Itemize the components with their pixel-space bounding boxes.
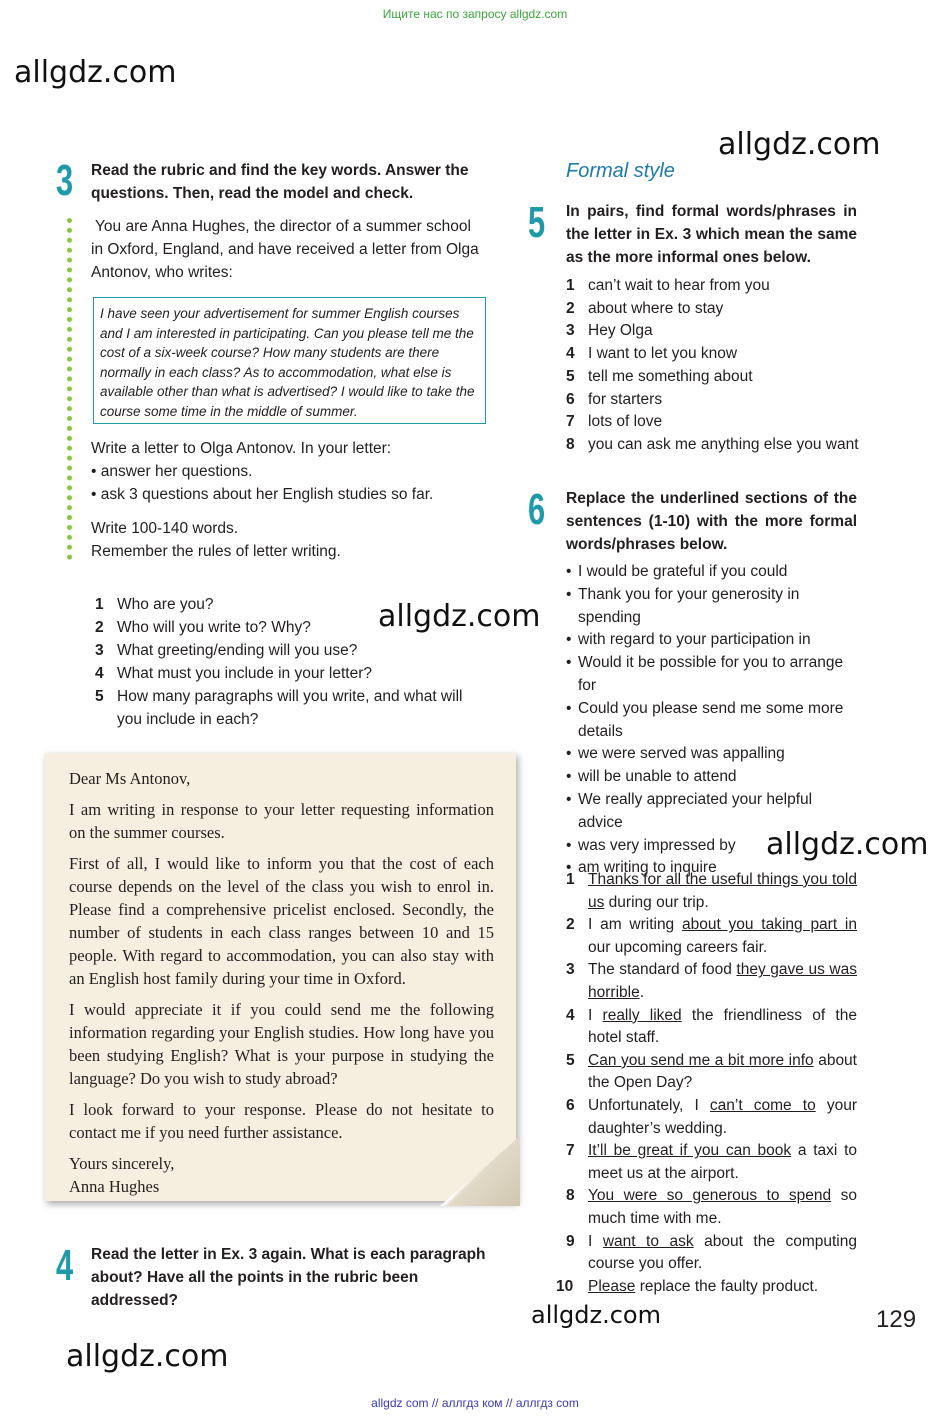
- watermark: allgdz.com: [766, 827, 929, 862]
- watermark: allgdz.com: [14, 55, 177, 90]
- rubric-task-line: • answer her questions.: [91, 463, 253, 480]
- list-item: • Could you please send me some more details: [566, 698, 856, 744]
- exercise-5-instruction: In pairs, find formal words/phrases in the letter in Ex. 3 which mean the same as the more informal ones below.: [566, 203, 857, 266]
- list-item: • I would be grateful if you could: [566, 561, 856, 584]
- top-search-note: Ищите нас по запросу allgdz.com: [382, 7, 568, 21]
- letter-paragraph: First of all, I would like to inform you that the cost of each course depends on the level of the class you wish to enrol in. Please find a comprehensive pricelist enclosed. Secondly, the number of students in each class ranges between 10 and 15 people. With regard to accommodation, you can also stay with an English host family during your time in Oxford.: [69, 854, 494, 988]
- watermark: allgdz.com: [66, 1339, 229, 1374]
- list-item: • am writing to inquire: [566, 857, 856, 880]
- list-item: 3 The standard of food they gave us was horrible.: [566, 961, 857, 1001]
- letter-signature: Anna Hughes: [69, 1177, 160, 1196]
- page-number: 129: [876, 1306, 917, 1333]
- list-item: 2 about where to stay: [566, 299, 724, 317]
- list-item: 9 I want to ask about the computing course you offer.: [566, 1232, 857, 1273]
- letter-paragraph: I am writing in response to your letter requesting information on the summer courses.: [69, 800, 494, 842]
- list-item: 2 I am writing about you taking part in our upcoming careers fair.: [566, 916, 857, 956]
- list-item: 1 Who are you?: [95, 596, 214, 613]
- exercise-6-instruction: Replace the underlined sections of the sentences (1-10) with the more formal words/phrases below.: [566, 490, 857, 553]
- exercise-6-phrase-list: [566, 561, 856, 880]
- bottom-site-note: allgdz com // аллгдз ком // аллгдз com: [371, 1396, 579, 1410]
- list-item: 3 Hey Olga: [566, 322, 653, 340]
- model-letter: [45, 753, 516, 1201]
- list-item: 4 I really liked the friendliness of the hotel staff.: [566, 1006, 857, 1047]
- formal-style-heading: Formal style: [566, 160, 675, 182]
- watermark: allgdz.com: [378, 599, 541, 634]
- list-item: 1 Thanks for all the useful things you told us during our trip.: [566, 871, 857, 911]
- exercise-6-number: 6: [528, 485, 546, 534]
- list-item: • Thank you for your generosity in spending: [566, 584, 856, 630]
- exercise-4-instruction: Read the letter in Ex. 3 again. What is each paragraph about? Have all the points in the rubric been addressed?: [91, 1246, 486, 1309]
- rubric-quote-box: [93, 297, 486, 424]
- rubric-task-line: Write a letter to Olga Antonov. In your letter:: [91, 440, 392, 457]
- list-item: 6 Unfortunately, I can’t come to your daughter’s wedding.: [566, 1096, 858, 1137]
- list-item: 5 Can you send me a bit more info about the Open Day?: [566, 1051, 857, 1092]
- exercise-5-list: [566, 275, 861, 457]
- watermark: allgdz.com: [718, 127, 881, 162]
- exercise-6-sentences: [556, 869, 858, 1298]
- rubric-word-count: [91, 517, 485, 563]
- exercise-3-instruction: Read the rubric and find the key words. Answer the questions. Then, read the model and check.: [91, 162, 469, 202]
- list-item: 4 What must you include in your letter?: [95, 665, 373, 682]
- exercise-3-number: 3: [56, 156, 74, 205]
- list-item: • We really appreciated your helpful advice: [566, 789, 856, 835]
- rubric-word-line: Remember the rules of letter writing.: [91, 543, 341, 560]
- list-item: • with regard to your participation in: [566, 629, 856, 652]
- exercise-3-questions: [95, 593, 490, 731]
- list-item: 8 You were so generous to spend so much time with me.: [566, 1187, 857, 1227]
- list-item: 4 I want to let you know: [566, 345, 738, 363]
- rubric-task: [91, 437, 485, 506]
- list-item: 7 lots of love: [566, 413, 663, 431]
- rubric-dotted-rule: [67, 218, 72, 560]
- rubric-task-line: • ask 3 questions about her English studies so far.: [91, 486, 434, 503]
- list-item: • Would it be possible for you to arrange for: [566, 652, 856, 698]
- list-item: 6 for starters: [566, 390, 663, 408]
- rubric-quote-text: I have seen your advertisement for summer English courses and I am interested in participating. Can you please tell me the cost of a six-week course? How many students are there normally in each class? As to accommodation, what else is available other than what is advertised? I would like to take the course some time in the middle of summer.: [100, 306, 475, 419]
- letter-greeting: Dear Ms Antonov,: [69, 769, 191, 788]
- list-item: 2 Who will you write to? Why?: [95, 619, 311, 636]
- list-item: • we were served was appalling: [566, 743, 856, 766]
- list-item: 3 What greeting/ending will you use?: [95, 642, 358, 659]
- list-item: 8 you can ask me anything else you want: [566, 435, 859, 453]
- list-item: 7 It’ll be great if you can book a taxi to meet us at the airport.: [566, 1142, 857, 1182]
- list-item: • was very impressed by: [566, 835, 856, 858]
- list-item: 1 can’t wait to hear from you: [566, 277, 770, 294]
- letter-paragraph: I would appreciate it if you could send me the following information regarding your English studies. How long have you been studying English? What is your purpose in studying the language? Do you wish to study abroad?: [69, 1000, 494, 1088]
- list-item: 5 tell me something about: [566, 367, 753, 385]
- letter-paragraph: I look forward to your response. Please do not hesitate to contact me if you need further assistance.: [69, 1100, 494, 1142]
- rubric-word-line: Write 100-140 words.: [91, 520, 239, 537]
- list-item: • will be unable to attend: [566, 766, 856, 789]
- watermark: allgdz.com: [531, 1301, 661, 1329]
- rubric-intro: You are Anna Hughes, the director of a summer school in Oxford, England, and have received a letter from Olga Antonov, who writes:: [91, 218, 479, 281]
- exercise-4-number: 4: [56, 1241, 74, 1290]
- list-item: 5 How many paragraphs will you write, and what will you include in each?: [95, 688, 463, 728]
- list-item: 10 Please replace the faulty product.: [556, 1277, 819, 1295]
- letter-closing: Yours sincerely,: [69, 1154, 175, 1173]
- exercise-5-number: 5: [528, 198, 546, 247]
